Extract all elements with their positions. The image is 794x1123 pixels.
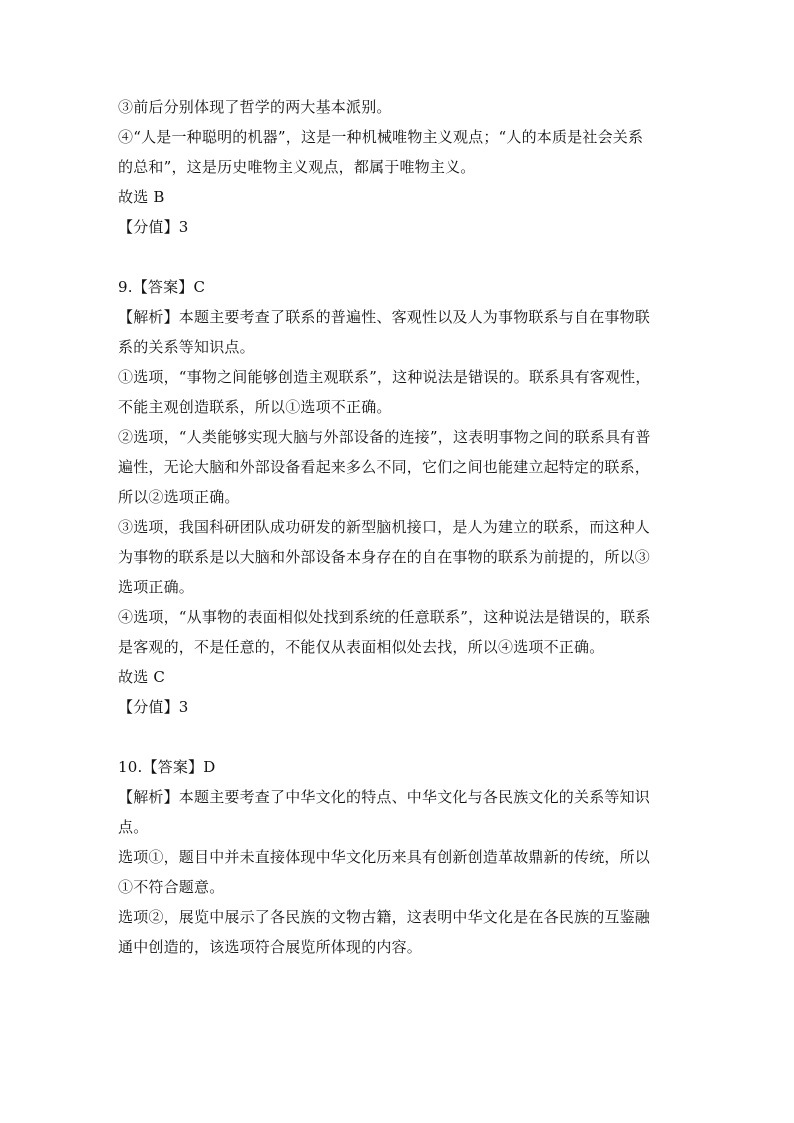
text-line: 不能主观创造联系，所以①选项不正确。 [118, 398, 392, 416]
text-line: 所以②选项正确。 [118, 488, 240, 506]
text-line: 为事物的联系是以大脑和外部设备本身存在的自在事物的联系为前提的，所以③ [118, 548, 651, 566]
text-line: 遍性，无论大脑和外部设备看起来多么不同，它们之间也能建立起特定的联系， [118, 458, 651, 476]
text-line: ④选项，“从事物的表面相似处找到系统的任意联系”，这种说法是错误的，联系 [118, 608, 651, 626]
text-line: 【解析】本题主要考查了中华文化的特点、中华文化与各民族文化的关系等知识 [118, 788, 651, 806]
text-line: 系的关系等知识点。 [118, 338, 255, 356]
choice-line: 故选 B [118, 188, 165, 206]
text-line: ③选项，我国科研团队成功研发的新型脑机接口，是人为建立的联系，而这种人 [118, 518, 651, 536]
text-line: 选项①，题目中并未直接体现中华文化历来具有创新创造革故鼎新的传统，所以 [118, 848, 651, 866]
text-line: ①不符合题意。 [118, 878, 225, 896]
text-line: ①选项，“事物之间能够创造主观联系”，这种说法是错误的。联系具有客观性， [118, 368, 651, 386]
text-line: 是客观的，不是任意的，不能仅从表面相似处去找，所以④选项不正确。 [118, 638, 605, 656]
score-line: 【分值】3 [118, 218, 189, 236]
text-line: 选项正确。 [118, 578, 195, 596]
text-line: 通中创造的，该选项符合展览所体现的内容。 [118, 938, 423, 956]
question-10-answer: 10.【答案】D [118, 758, 216, 776]
blank-line [118, 722, 678, 752]
text-line: 【解析】本题主要考查了联系的普遍性、客观性以及人为事物联系与自在事物联 [118, 308, 651, 326]
answer-analysis-content [118, 92, 678, 962]
score-line: 【分值】3 [118, 698, 189, 716]
blank-line [118, 242, 678, 272]
text-line: 点。 [118, 818, 149, 836]
text-line: ③前后分别体现了哲学的两大基本派别。 [118, 98, 392, 116]
text-line: 选项②，展览中展示了各民族的文物古籍，这表明中华文化是在各民族的互鉴融 [118, 908, 651, 926]
text-line: ②选项，“人类能够实现大脑与外部设备的连接”，这表明事物之间的联系具有普 [118, 428, 651, 446]
text-line: ④“人是一种聪明的机器”，这是一种机械唯物主义观点；“人的本质是社会关系 [118, 128, 644, 146]
question-9-answer: 9.【答案】C [118, 278, 206, 296]
text-line: 的总和”，这是历史唯物主义观点，都属于唯物主义。 [118, 158, 476, 176]
choice-line: 故选 C [118, 668, 166, 686]
